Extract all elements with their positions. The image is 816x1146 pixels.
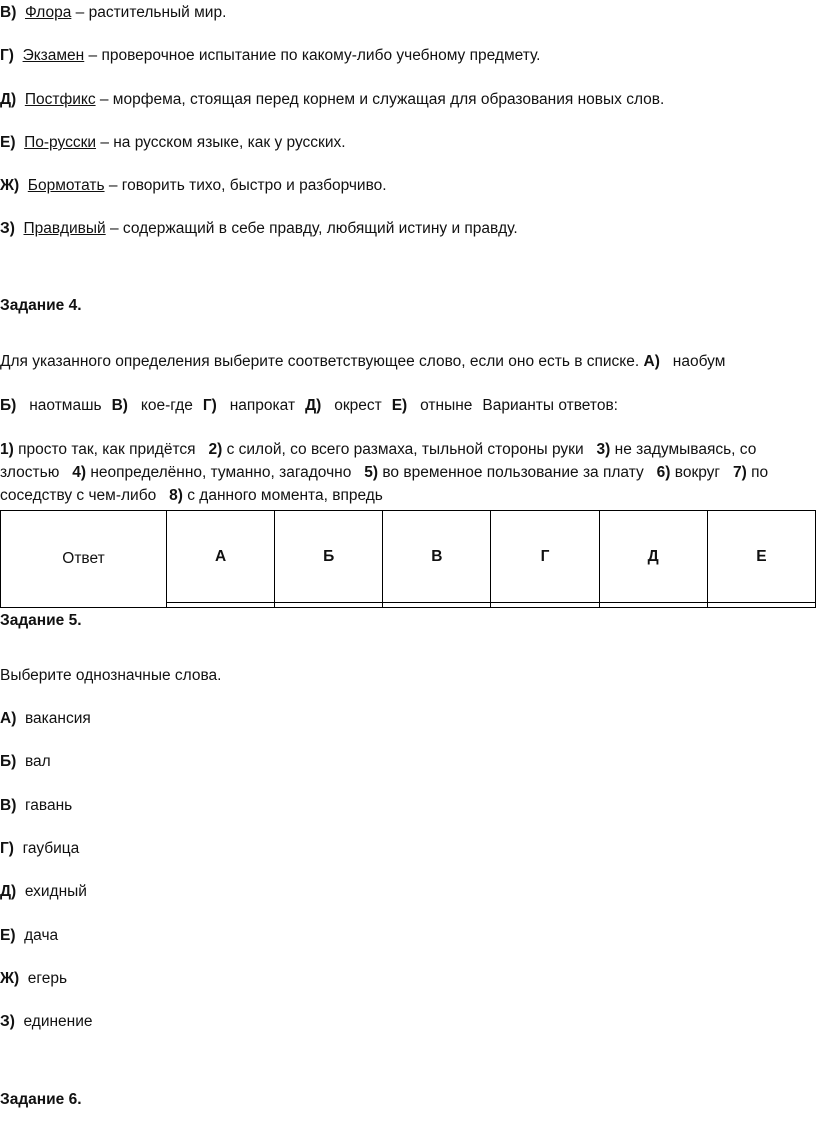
answer-table-header-row <box>1 511 816 603</box>
defined-word: По-русски <box>24 134 97 151</box>
answer-column-header: Е <box>707 511 815 603</box>
answer-cell[interactable] <box>383 603 491 608</box>
word: напрокат <box>229 397 296 414</box>
answer-column-header: Г <box>491 511 599 603</box>
option-text: не задумываясь, со злостью <box>0 441 757 481</box>
item-word: егерь <box>27 970 68 987</box>
answer-column-header: В <box>383 511 491 603</box>
item-word: гавань <box>24 797 73 814</box>
task4-instruction: Для указанного определения выберите соответствующее слово, если оно есть в списке. <box>0 353 640 370</box>
item-letter: Д) <box>0 91 17 108</box>
option-text: неопределённо, туманно, загадочно <box>90 464 352 481</box>
option-num: 7) <box>733 464 747 481</box>
item-letter: Д) <box>0 883 17 900</box>
variants-label: Варианты ответов: <box>482 397 618 414</box>
definition-text: – растительный мир. <box>71 4 227 21</box>
definition-text: – содержащий в себе правду, любящий истину и правду. <box>105 220 518 237</box>
answer-cell[interactable] <box>491 603 599 608</box>
task4-title: Задание 4. <box>0 297 82 314</box>
item-letter: Г) <box>0 47 14 64</box>
defined-word: Правдивый <box>23 220 106 237</box>
answer-column-header: Б <box>275 511 383 603</box>
definition-text: – морфема, стоящая перед корнем и служащая для образования новых слов. <box>95 91 665 108</box>
defined-word: Постфикс <box>24 91 96 108</box>
word-letter: В) <box>111 397 128 414</box>
list-item <box>0 969 67 989</box>
item-word: вал <box>24 753 51 770</box>
option-text: с силой, со всего размаха, тыльной стороны руки <box>226 441 584 458</box>
list-item <box>0 839 79 859</box>
option-text: по соседству с чем-либо <box>0 464 769 504</box>
word-letter: Г) <box>202 397 217 414</box>
option-num: 6) <box>656 464 671 481</box>
answer-row-label: Ответ <box>1 511 167 608</box>
list-item <box>0 882 87 902</box>
defined-word: Флора <box>24 4 72 21</box>
option-num: 2) <box>208 441 223 458</box>
item-letter: З) <box>0 1013 15 1030</box>
definition-item <box>0 133 346 153</box>
defined-word: Экзамен <box>22 47 85 64</box>
list-item <box>0 796 72 816</box>
answer-column-header: Д <box>599 511 707 603</box>
item-letter: В) <box>0 4 17 21</box>
word-letter: А) <box>643 353 660 370</box>
answer-column-header: А <box>167 511 275 603</box>
task4-words-line <box>0 396 618 416</box>
word-letter: Б) <box>0 397 17 414</box>
item-word: единение <box>23 1013 93 1030</box>
definition-text: – проверочное испытание по какому-либо учебному предмету. <box>84 47 541 64</box>
option-text: вокруг <box>674 464 721 481</box>
answer-cell[interactable] <box>599 603 707 608</box>
word: наобум <box>672 353 726 370</box>
word: окрест <box>334 397 382 414</box>
item-letter: Ж) <box>0 970 20 987</box>
answer-cell[interactable] <box>167 603 275 608</box>
answer-options <box>0 438 812 507</box>
option-num: 4) <box>72 464 87 481</box>
word: отныне <box>420 397 473 414</box>
list-item <box>0 752 51 772</box>
definition-item <box>0 46 541 66</box>
option-text: просто так, как придётся <box>18 441 196 458</box>
definition-text: – говорить тихо, быстро и разборчиво. <box>104 177 387 194</box>
answer-cell[interactable] <box>275 603 383 608</box>
word-letter: Д) <box>305 397 322 414</box>
list-item <box>0 1012 93 1032</box>
list-item <box>0 926 58 946</box>
word: кое-где <box>140 397 193 414</box>
task5-instruction: Выберите однозначные слова. <box>0 667 222 684</box>
option-text: с данного момента, впредь <box>187 487 383 504</box>
item-letter: З) <box>0 220 15 237</box>
definition-item <box>0 3 226 23</box>
option-num: 5) <box>364 464 379 481</box>
task4-instruction-line <box>0 352 725 372</box>
definition-item <box>0 176 387 196</box>
defined-word: Бормотать <box>27 177 105 194</box>
answer-cell[interactable] <box>707 603 815 608</box>
item-letter: Е) <box>0 927 16 944</box>
definition-item <box>0 219 518 239</box>
item-letter: В) <box>0 797 17 814</box>
item-letter: Б) <box>0 753 17 770</box>
list-item <box>0 709 91 729</box>
item-letter: А) <box>0 710 17 727</box>
option-num: 8) <box>169 487 183 504</box>
item-word: дача <box>24 927 59 944</box>
task6-title: Задание 6. <box>0 1091 82 1108</box>
item-word: гаубица <box>22 840 80 857</box>
item-letter: Г) <box>0 840 14 857</box>
task5-title: Задание 5. <box>0 612 82 629</box>
option-num: 3) <box>596 441 611 458</box>
answer-table <box>0 510 816 608</box>
item-letter: Ж) <box>0 177 20 194</box>
definition-text: – на русском языке, как у русских. <box>96 134 346 151</box>
option-text: во временное пользование за плату <box>382 464 644 481</box>
word-letter: Е) <box>391 397 408 414</box>
item-letter: Е) <box>0 134 16 151</box>
item-word: вакансия <box>24 710 91 727</box>
option-num: 1) <box>0 441 14 458</box>
item-word: ехидный <box>24 883 87 900</box>
definition-item <box>0 90 664 110</box>
word: наотмашь <box>29 397 102 414</box>
